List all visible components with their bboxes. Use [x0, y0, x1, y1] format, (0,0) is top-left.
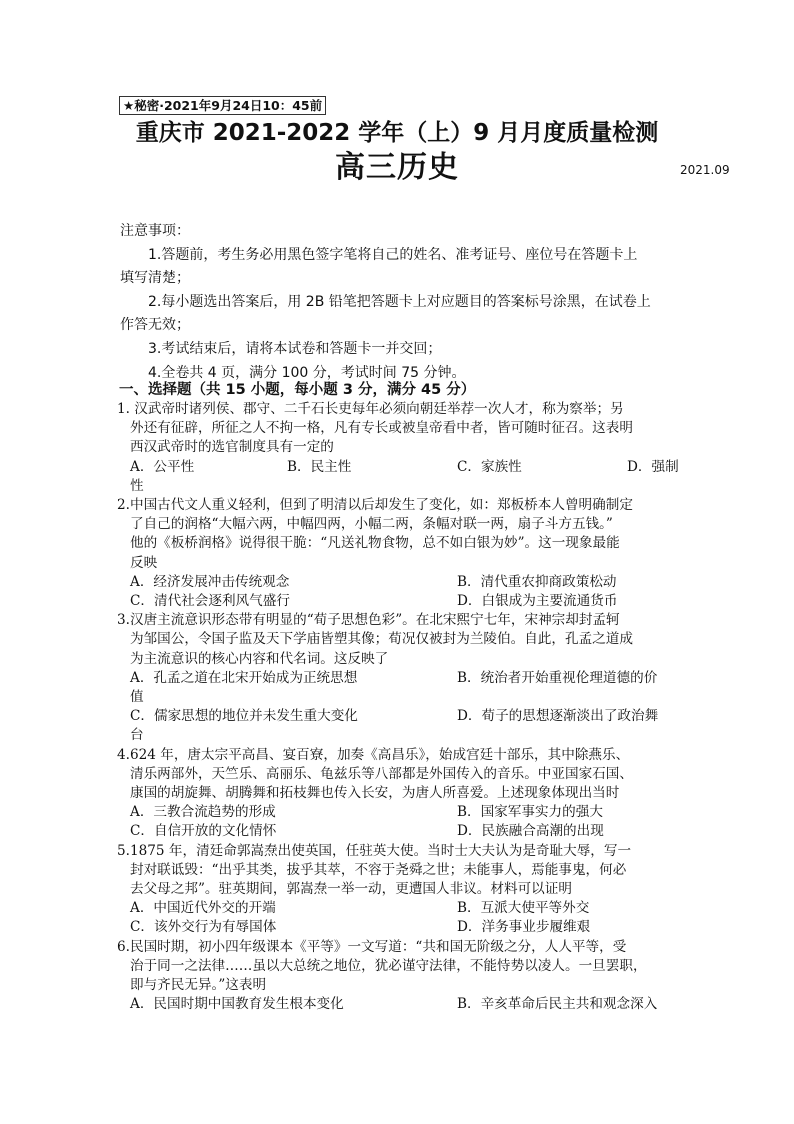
- question-text: 去父母之邦”。驻英期间，郭嵩焘一举一动，更遭国人非议。材料可以证明: [130, 880, 572, 897]
- option-d-continuation: 台: [130, 727, 144, 744]
- option-d: D．白银成为主要流通货币: [457, 593, 618, 609]
- instruction-line: 1.答题前，考生务必用黑色签字笔将自己的姓名、准考证号、座位号在答题卡上: [148, 246, 638, 263]
- question-text: 了自己的润格“大幅六两，中幅四两，小幅二两，条幅对联一两，扇子斗方五钱。”: [130, 516, 613, 533]
- confidential-label: ★秘密·2021年9月24日10：45前: [119, 96, 326, 115]
- question-text: 即与齐民无异。”这表明: [130, 976, 267, 993]
- question-text: 6.民国时期，初小四年级课本《平等》一文写道：“共和国无阶级之分，人人平等，受: [117, 938, 627, 955]
- option-d: D．洋务事业步履维艰: [457, 919, 591, 936]
- question-text: 4.624 年，唐太宗平高昌、宴百寮，加奏《高昌乐》，始成宫廷十部乐，其中除燕乐、: [117, 746, 630, 763]
- question-1: [117, 400, 687, 496]
- option-c: C．该外交行为有辱国体: [130, 919, 277, 936]
- option-b: B．国家军事实力的强大: [457, 804, 603, 821]
- options-row: [117, 592, 687, 611]
- option-d: D．荀子的思想逐渐淡出了政治舞: [457, 708, 659, 725]
- option-c: C．自信开放的文化情怀: [130, 823, 277, 840]
- question-list: [117, 400, 687, 1014]
- section-heading: 一、选择题（共 15 小题，每小题 3 分，满分 45 分）: [119, 382, 476, 398]
- question-4: [117, 746, 687, 842]
- option-d: D．民族融合高潮的出现: [457, 823, 604, 840]
- option-a: A．民国时期中国教育发生根本变化: [130, 996, 344, 1013]
- option-a: A．孔孟之道在北宋开始成为正统思想: [130, 669, 358, 686]
- option-b: B．民主性: [287, 458, 352, 475]
- instruction-line: 3.考试结束后，请将本试卷和答题卡一并交回；: [148, 340, 442, 357]
- question-text: 3.汉唐主流意识形态带有明显的“荀子思想色彩”。在北宋熙宁七年，宋神宗却封孟轲: [117, 612, 620, 629]
- options-row: [117, 918, 687, 937]
- question-text: 为主流意识的核心内容和代名词。这反映了: [130, 650, 389, 667]
- options-row: [117, 822, 687, 841]
- instruction-line: 2.每小题选出答案后，用 2B 铅笔把答题卡上对应题目的答案标号涂黑，在试卷上: [148, 293, 651, 310]
- option-a: A．中国近代外交的开端: [130, 900, 276, 917]
- question-text: 反映: [130, 554, 158, 571]
- instruction-line: 作答无效；: [120, 317, 190, 334]
- exam-date: 2021.09: [680, 163, 730, 177]
- question-3: [117, 611, 687, 745]
- option-c: C．清代社会逐利风气盛行: [130, 593, 290, 609]
- options-row: [117, 458, 687, 477]
- subject-title: 高三历史: [335, 150, 459, 185]
- question-text: 封对联诋毁：“出乎其类，拔乎其萃，不容于尧舜之世；未能事人，焉能事鬼，何必: [130, 861, 627, 878]
- question-text: 康国的胡旋舞、胡腾舞和拓枝舞也传入长安，为唐人所喜爱。上述现象体现出当时: [130, 784, 620, 801]
- option-b: B．统治者开始重视伦理道德的价: [457, 669, 658, 686]
- options-row: [117, 707, 687, 726]
- instruction-line: 4.全卷共 4 页，满分 100 分，考试时间 75 分钟。: [148, 364, 466, 381]
- question-text: 他的《板桥润格》说得很干脆：“凡送礼物食物，总不如白银为妙”。这一现象最能: [130, 535, 620, 552]
- question-text: 为邹国公，令国子监及天下学庙皆塑其像；荀况仅被封为兰陵伯。自此，孔孟之道成: [130, 631, 633, 648]
- instructions: [120, 220, 680, 385]
- question-text: 5.1875 年，清廷命郭嵩焘出使英国，任驻英大使。当时士大夫认为是奇耻大辱，写一: [117, 842, 632, 859]
- options-row: [117, 995, 687, 1014]
- exam-title: 重庆市 2021-2022 学年（上）9 月月度质量检测: [135, 120, 659, 146]
- question-text: 治于同一之法律……虽以大总统之地位，犹必谨守法律，不能恃势以凌人。一旦罢职，: [130, 957, 647, 974]
- options-row: [117, 899, 687, 918]
- option-a: A．公平性: [130, 458, 195, 475]
- option-b-continuation: 值: [130, 688, 144, 705]
- options-row: [117, 669, 687, 688]
- options-row: [117, 573, 687, 592]
- instructions-heading: 注意事项：: [120, 223, 190, 239]
- instruction-line: 填写清楚；: [120, 270, 190, 287]
- question-text: 外还有征辟，所征之人不拘一格，凡有专长或被皇帝看中者，皆可随时征召。这表明: [130, 420, 633, 437]
- option-b: B．辛亥革命后民主共和观念深入: [457, 996, 658, 1013]
- question-text: 1. 汉武帝时诸列侯、郡守、二千石长吏每年必须向朝廷举荐一次人才，称为察举；另: [117, 401, 624, 417]
- question-text: 西汉武帝时的选官制度具有一定的: [130, 439, 334, 456]
- question-5: [117, 842, 687, 938]
- question-6: [117, 938, 687, 1015]
- options-row: [117, 803, 687, 822]
- question-text: 2.中国古代文人重义轻利，但到了明清以后却发生了变化，如：郑板桥本人曾明确制定: [117, 497, 633, 513]
- option-b: B．清代重农抑商政策松动: [457, 573, 617, 590]
- option-d-continuation: 性: [130, 477, 144, 494]
- option-c: C．家族性: [457, 458, 522, 475]
- option-a: A．经济发展冲击传统观念: [130, 573, 290, 590]
- option-a: A．三教合流趋势的形成: [130, 804, 276, 821]
- question-text: 清乐两部外，天竺乐、高丽乐、龟兹乐等八部都是外国传入的音乐。中亚国家石国、: [130, 765, 633, 782]
- option-d: D．强制: [627, 458, 679, 475]
- option-c: C．儒家思想的地位并未发生重大变化: [130, 708, 358, 725]
- option-b: B．互派大使平等外交: [457, 900, 590, 917]
- question-2: [117, 496, 687, 611]
